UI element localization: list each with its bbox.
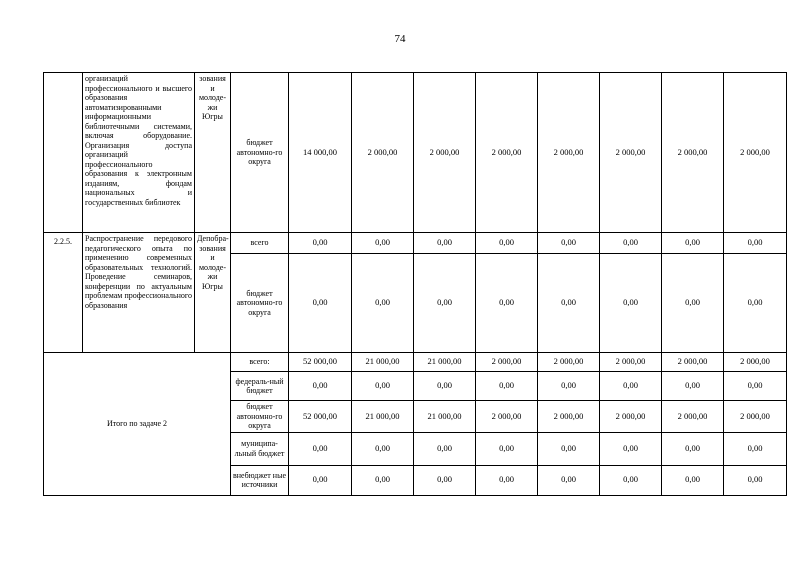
table-row [44,233,787,254]
amount-cell: 0,00 [352,233,414,254]
amount-cell: 0,00 [476,254,538,353]
amount-cell: 2 000,00 [662,353,724,372]
responsible-party: Депобра-зования и молоде-жи Югры [195,233,231,353]
amount-cell: 0,00 [414,465,476,495]
amount-cell: 21 000,00 [352,401,414,433]
responsible-party: зования и молоде-жи Югры [195,73,231,233]
funding-source: внебюджет ные источники [231,465,289,495]
total-label: Итого по задаче 2 [44,353,231,496]
amount-cell: 2 000,00 [724,401,787,433]
amount-cell: 0,00 [538,465,600,495]
amount-cell: 0,00 [724,372,787,401]
item-number: 2.2.5. [44,233,83,353]
amount-cell: 2 000,00 [600,73,662,233]
table-row [44,73,787,233]
item-description: Распространение передового педагогического опыта по применению современных образовательных технологий. Проведение семинаров, конференции по актуальным проблемам профессионального образования [83,233,195,353]
amount-cell: 0,00 [476,465,538,495]
amount-cell: 0,00 [538,254,600,353]
budget-table [43,72,787,496]
amount-cell: 0,00 [352,465,414,495]
amount-cell: 0,00 [414,254,476,353]
amount-cell: 2 000,00 [724,73,787,233]
amount-cell: 0,00 [662,372,724,401]
amount-cell: 0,00 [538,432,600,465]
amount-cell: 2 000,00 [538,353,600,372]
amount-cell: 0,00 [600,254,662,353]
amount-cell: 0,00 [724,254,787,353]
amount-cell: 0,00 [352,372,414,401]
amount-cell: 52 000,00 [289,353,352,372]
amount-cell: 0,00 [289,254,352,353]
amount-cell: 0,00 [662,233,724,254]
funding-source: бюджет автономно-го округа [231,401,289,433]
amount-cell: 52 000,00 [289,401,352,433]
amount-cell: 0,00 [352,254,414,353]
funding-source: муниципа-льный бюджет [231,432,289,465]
amount-cell: 0,00 [724,465,787,495]
funding-source: всего: [231,353,289,372]
amount-cell: 0,00 [662,432,724,465]
amount-cell: 0,00 [476,372,538,401]
amount-cell: 0,00 [289,372,352,401]
amount-cell: 0,00 [600,432,662,465]
total-row [44,353,787,372]
amount-cell: 2 000,00 [476,353,538,372]
item-description: организаций профессионального и высшего образования автоматизированными информационными библиотечными системами, включая оборудование. Организация доступа организаций профессионального образования к электронным изданиям, фондам национальных и государственных библиотек [83,73,195,233]
amount-cell: 0,00 [476,432,538,465]
amount-cell: 2 000,00 [352,73,414,233]
amount-cell: 0,00 [662,465,724,495]
item-number [44,73,83,233]
funding-source: федераль-ный бюджет [231,372,289,401]
amount-cell: 2 000,00 [538,73,600,233]
amount-cell: 2 000,00 [414,73,476,233]
amount-cell: 2 000,00 [600,353,662,372]
amount-cell: 0,00 [476,233,538,254]
amount-cell: 0,00 [289,233,352,254]
amount-cell: 14 000,00 [289,73,352,233]
amount-cell: 0,00 [662,254,724,353]
amount-cell: 0,00 [414,432,476,465]
amount-cell: 2 000,00 [662,73,724,233]
amount-cell: 2 000,00 [724,353,787,372]
amount-cell: 21 000,00 [414,353,476,372]
amount-cell: 0,00 [414,372,476,401]
amount-cell: 2 000,00 [476,73,538,233]
funding-source: бюджет автономно-го округа [231,254,289,353]
amount-cell: 0,00 [538,372,600,401]
amount-cell: 2 000,00 [662,401,724,433]
amount-cell: 0,00 [600,465,662,495]
amount-cell: 0,00 [724,432,787,465]
amount-cell: 0,00 [600,233,662,254]
amount-cell: 0,00 [289,465,352,495]
amount-cell: 21 000,00 [414,401,476,433]
amount-cell: 0,00 [724,233,787,254]
amount-cell: 2 000,00 [476,401,538,433]
amount-cell: 0,00 [538,233,600,254]
amount-cell: 0,00 [600,372,662,401]
amount-cell: 0,00 [289,432,352,465]
page-number: 74 [394,33,406,45]
amount-cell: 21 000,00 [352,353,414,372]
funding-source: всего [231,233,289,254]
amount-cell: 0,00 [414,233,476,254]
amount-cell: 2 000,00 [600,401,662,433]
amount-cell: 2 000,00 [538,401,600,433]
amount-cell: 0,00 [352,432,414,465]
funding-source: бюджет автономно-го округа [231,73,289,233]
